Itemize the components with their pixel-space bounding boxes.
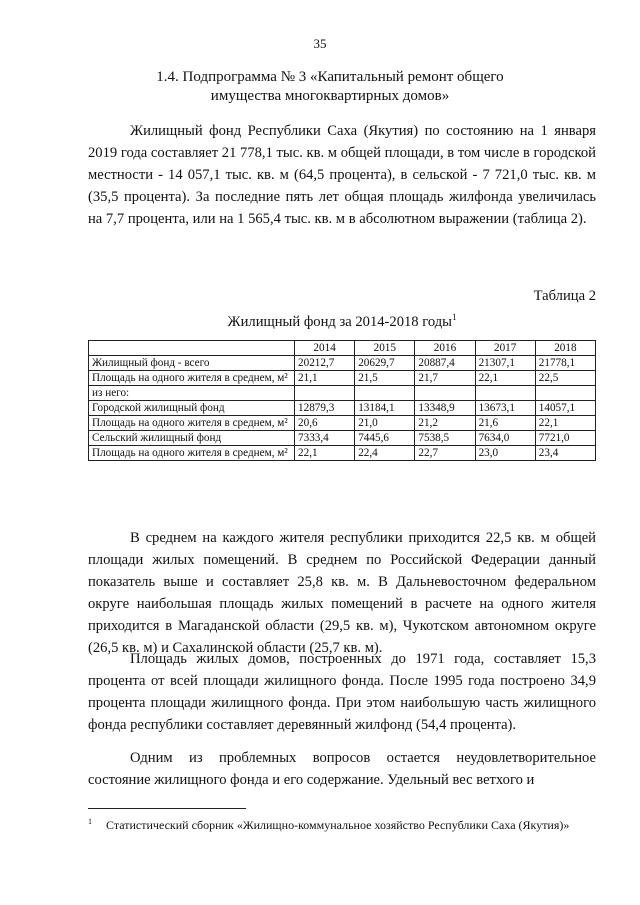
year-header: 2015: [355, 341, 415, 356]
table-cell: 21,5: [355, 371, 415, 386]
table-title-text: Жилищный фонд за 2014-2018 годы: [227, 313, 452, 330]
row-label: Площадь на одного жителя в среднем, м²: [89, 446, 295, 461]
table-cell: 14057,1: [535, 401, 595, 416]
table-row: [89, 446, 596, 461]
table-label: Таблица 2: [533, 288, 596, 304]
table-cell: 22,7: [415, 446, 475, 461]
table-header-row: [89, 341, 596, 356]
table-row: [89, 431, 596, 446]
footnote-text: Статистический сборник «Жилищно-коммунальное хозяйство Республики Саха (Якутия)»: [106, 818, 570, 832]
row-label: Площадь на одного жителя в среднем, м²: [89, 371, 295, 386]
row-label: Жилищный фонд - всего: [89, 356, 295, 371]
table-cell: 23,0: [475, 446, 535, 461]
year-header: 2014: [295, 341, 355, 356]
table-cell: 13348,9: [415, 401, 475, 416]
table-cell: 22,1: [295, 446, 355, 461]
table-cell: 20,6: [295, 416, 355, 431]
table-cell: [415, 386, 475, 401]
table-cell: 7333,4: [295, 431, 355, 446]
table-cell: 7538,5: [415, 431, 475, 446]
table-row: [89, 386, 596, 401]
table-cell: 21,7: [415, 371, 475, 386]
table-cell: 13673,1: [475, 401, 535, 416]
table-row: [89, 356, 596, 371]
table-row: [89, 371, 596, 386]
row-label: Площадь на одного жителя в среднем, м²: [89, 416, 295, 431]
section-heading: 1.4. Подпрограмма № 3 «Капитальный ремонт общего имущества многоквартирных домов»: [156, 69, 504, 104]
table-cell: [355, 386, 415, 401]
footnote-mark: 1: [88, 817, 92, 826]
row-label: Городской жилищный фонд: [89, 401, 295, 416]
table-cell: 21778,1: [535, 356, 595, 371]
table-cell: [535, 386, 595, 401]
table-cell: 22,5: [535, 371, 595, 386]
paragraph-problem-issues: Одним из проблемных вопросов остается неудовлетворительное состояние жилищного фонда и его содержание. Удельный вес ветхого и: [88, 750, 596, 788]
table-cell: 22,1: [535, 416, 595, 431]
row-label: Сельский жилищный фонд: [89, 431, 295, 446]
table-cell: 22,4: [355, 446, 415, 461]
table-cell: 23,4: [535, 446, 595, 461]
table-cell: 7721,0: [535, 431, 595, 446]
table-cell: 7445,6: [355, 431, 415, 446]
table-cell: 21,6: [475, 416, 535, 431]
paragraph-area-per-resident: В среднем на каждого жителя республики приходится 22,5 кв. м общей площади жилых помещений. В среднем по Российской Федерации данный показатель выше и составляет 25,8 кв. м. В Дальневосточном федеральном округе наибольшая площадь жилых помещений в расчете на одного жителя приходится в Магаданской области (29,5 кв. м), Чукотском автономном округе (26,5 кв. м) и Сахалинской области (25,7 кв. м).: [88, 530, 596, 656]
year-header: 2016: [415, 341, 475, 356]
table-row: [89, 401, 596, 416]
row-label: из него:: [89, 386, 295, 401]
table-cell: [475, 386, 535, 401]
table-row: [89, 416, 596, 431]
table-cell: [295, 386, 355, 401]
table-cell: 21,0: [355, 416, 415, 431]
table-cell: 20887,4: [415, 356, 475, 371]
year-header: 2017: [475, 341, 535, 356]
paragraph-housing-stock: Жилищный фонд Республики Саха (Якутия) по состоянию на 1 января 2019 года составляет 21 778,1 тыс. кв. м общей площади, в том числе в городской местности - 14 057,1 тыс. кв. м (64,5 процента), в сельской - 7 721,0 тыс. кв. м (35,5 процента). За последние пять лет общая площадь жилфонда увеличилась на 7,7 процента, или на 1 565,4 тыс. кв. м в абсолютном выражении (таблица 2).: [88, 123, 596, 227]
table-cell: 20629,7: [355, 356, 415, 371]
table-cell: 20212,7: [295, 356, 355, 371]
table-cell: 7634,0: [475, 431, 535, 446]
table-cell: 21307,1: [475, 356, 535, 371]
page-number: 35: [313, 36, 327, 51]
paragraph-building-age: Площадь жилых домов, построенных до 1971 года, составляет 15,3 процента от всей площади жилищного фонда. После 1995 года построено 34,9 процента площади жилищного фонда. При этом наибольшую часть жилищного фонда республики составляет деревянный жилфонд (54,4 процента).: [88, 651, 596, 733]
table-cell: 12879,3: [295, 401, 355, 416]
table-cell: 13184,1: [355, 401, 415, 416]
table-cell: 21,2: [415, 416, 475, 431]
footnote: [88, 814, 596, 833]
table-header-blank: [89, 341, 295, 356]
housing-stock-table: [88, 340, 596, 461]
footnote-divider: [88, 808, 246, 809]
table-cell: 21,1: [295, 371, 355, 386]
year-header: 2018: [535, 341, 595, 356]
footnote-reference: 1: [451, 312, 457, 322]
table-title: [88, 312, 596, 331]
table-cell: 22,1: [475, 371, 535, 386]
